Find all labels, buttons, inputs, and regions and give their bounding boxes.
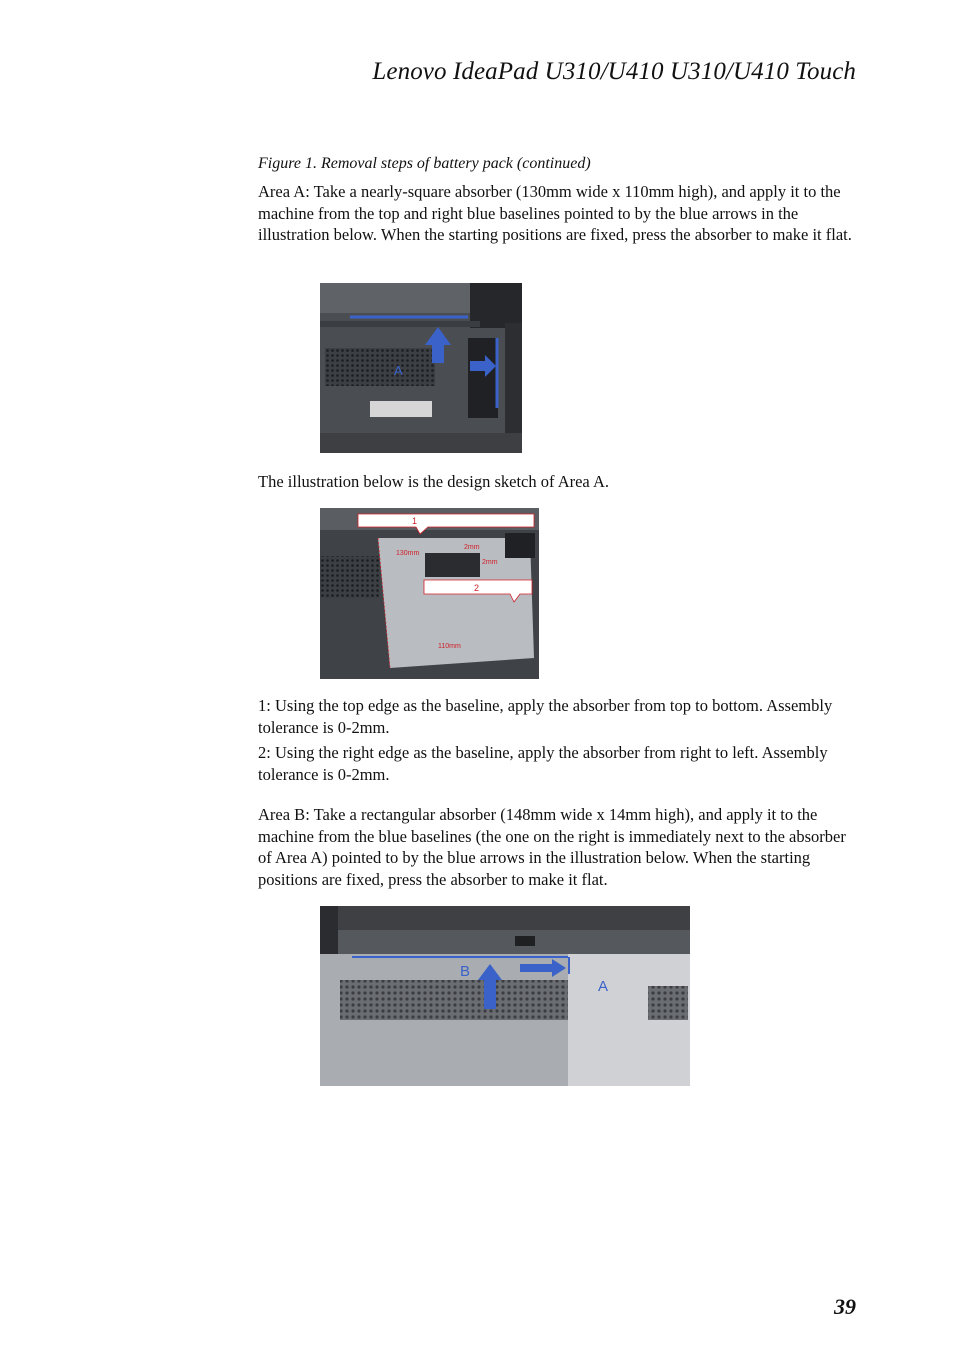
paragraph-area-a: Area A: Take a nearly-square absorber (130mm wide x 110mm high), and apply it to the machine from the top and right blue baselines pointed to by the blue arrows in the illustration below. When the starting positions are fixed, press the absorber to make it flat. <box>258 182 852 245</box>
area-b-label: B <box>460 963 471 980</box>
area-a-label-b-photo: A <box>598 978 609 995</box>
area-b-photo <box>320 906 690 1086</box>
dim-height: 110mm <box>438 643 461 650</box>
page-number: 39 <box>834 1294 856 1319</box>
area-a-sketch-photo <box>320 508 539 679</box>
area-a-label: A <box>394 363 403 378</box>
callout-2: 2 <box>474 583 480 593</box>
dim-width: 130mm <box>396 550 420 557</box>
dim-tolerance-right: 2mm <box>482 559 498 566</box>
dim-tolerance-top: 2mm <box>464 544 480 551</box>
paragraph-area-b: Area B: Take a rectangular absorber (148mm wide x 14mm high), and apply it to the machine from the blue baselines (the one on the right is immediately next to the absorber of Area A) pointed to by the blue arrows in the illustration below. When the starting positions are fixed, press the absorber to make it flat. <box>258 805 846 890</box>
figure-caption: Figure 1. Removal steps of battery pack (continued) <box>258 155 591 172</box>
running-header: Lenovo IdeaPad U310/U410 U310/U410 Touch <box>372 58 856 85</box>
paragraph-step-1: 1: Using the top edge as the baseline, apply the absorber from top to bottom. Assembly tolerance is 0-2mm. <box>258 696 833 737</box>
callout-1: 1 <box>412 516 418 526</box>
area-a-photo <box>320 283 522 453</box>
paragraph-step-2: 2: Using the right edge as the baseline, apply the absorber from right to left. Assembly tolerance is 0-2mm. <box>258 743 828 784</box>
paragraph-sketch-intro: The illustration below is the design sketch of Area A. <box>258 472 610 491</box>
